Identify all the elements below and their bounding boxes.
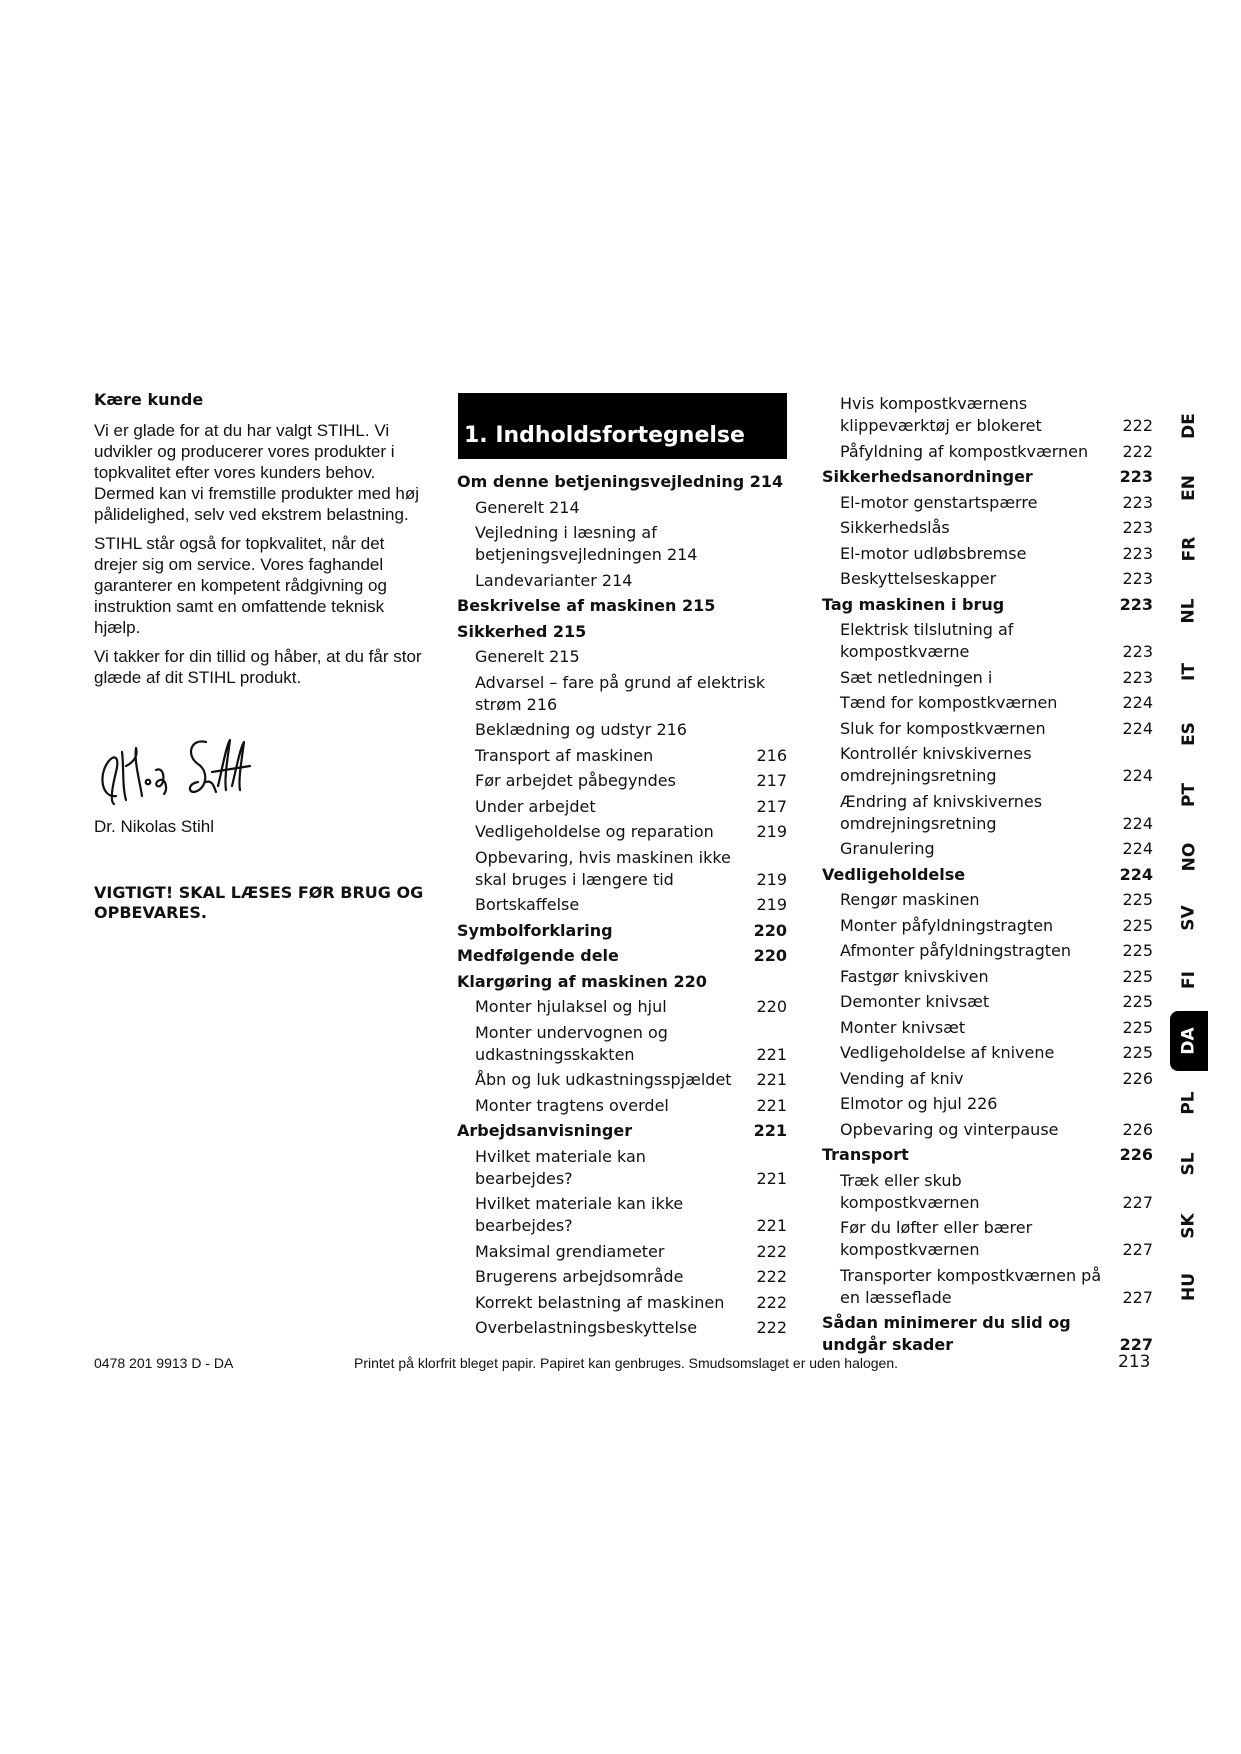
toc-entry-title: Hvilket materiale kan bearbejdes? — [475, 1146, 646, 1188]
toc-column-1 — [457, 471, 787, 1343]
toc-entry-title: Vedligeholdelse af knivene — [840, 1043, 1055, 1062]
language-tab-sv[interactable] — [1170, 888, 1208, 948]
toc-entry-title: Generelt 214 — [475, 497, 580, 517]
signature-image — [94, 726, 424, 808]
toc-entry-title: Beklædning og udstyr 216 — [475, 720, 687, 739]
language-tab-label: SL — [1178, 1152, 1199, 1176]
toc-entry-page: 221 — [756, 1168, 787, 1188]
language-tab-da[interactable] — [1170, 1011, 1208, 1071]
toc-entry[interactable] — [457, 621, 787, 643]
toc-entry-page: 219 — [756, 895, 787, 914]
letter-paragraph-2: STIHL står også for topkvalitet, når det drejer sig om service. Vores faghandel garanterer en kompetent rådgivning og instruktion samt en omfattende teknisk hjælp. — [94, 534, 387, 637]
toc-entry-page: 227 — [1122, 1192, 1153, 1212]
toc-entry[interactable] — [822, 940, 1153, 962]
toc-entry-title: Sæt netledningen i — [840, 667, 993, 687]
language-tab-label: PL — [1178, 1090, 1199, 1115]
language-tab-label: NL — [1179, 597, 1199, 624]
language-tab-label: FR — [1178, 536, 1199, 562]
toc-entry[interactable] — [457, 894, 787, 916]
toc-entry[interactable] — [822, 1119, 1153, 1141]
language-tab-label: NO — [1179, 842, 1199, 871]
language-tab-label: FI — [1178, 970, 1199, 989]
toc-entry[interactable] — [822, 594, 1153, 616]
toc-entry-page: 219 — [756, 822, 787, 841]
toc-entry-page: 225 — [1122, 915, 1153, 935]
toc-entry[interactable] — [457, 497, 787, 519]
toc-entry-title: Transport — [822, 1145, 909, 1164]
toc-entry-title: Generelt 215 — [475, 647, 580, 666]
toc-entry-page: 225 — [1122, 941, 1153, 960]
toc-entry-title: Monter knivsæt — [840, 1017, 966, 1037]
toc-entry-title: Hvilket materiale kan ikke bearbejdes? — [475, 1194, 684, 1235]
toc-entry-title: Sikkerhedsanordninger — [822, 467, 1033, 486]
toc-entry-page: 223 — [1122, 492, 1153, 512]
language-tab-pt[interactable] — [1170, 765, 1208, 825]
toc-entry-title: El-motor udløbsbremse — [840, 543, 1027, 563]
toc-entry-title: Monter tragtens overdel — [475, 1095, 669, 1115]
toc-entry-page: 227 — [1119, 1335, 1153, 1354]
toc-entry[interactable] — [457, 1193, 787, 1237]
toc-entry-title: Før du løfter eller bærer kompostkværnen — [840, 1218, 1033, 1259]
toc-entry[interactable] — [822, 718, 1153, 740]
toc-entry[interactable] — [822, 915, 1153, 937]
toc-entry[interactable] — [457, 971, 787, 993]
welcome-letter — [94, 389, 424, 923]
toc-entry-title: Korrekt belastning af maskinen — [475, 1292, 725, 1312]
toc-entry-title: Elmotor og hjul 226 — [840, 1094, 998, 1113]
toc-entry[interactable] — [822, 692, 1153, 714]
language-tab-it[interactable] — [1170, 642, 1208, 702]
toc-entry[interactable] — [457, 1292, 787, 1314]
toc-entry[interactable] — [822, 889, 1153, 911]
toc-entry-title: Transporter kompostkværnen på en læsseflade — [840, 1265, 1102, 1307]
toc-entry[interactable] — [457, 847, 787, 891]
toc-entry-page: 225 — [1122, 992, 1153, 1011]
toc-entry-page: 224 — [1122, 813, 1153, 833]
toc-entry[interactable] — [457, 796, 787, 818]
language-tab-label: EN — [1179, 474, 1199, 501]
toc-entry-page: 225 — [1122, 1043, 1153, 1062]
toc-entry[interactable] — [457, 996, 787, 1018]
toc-entry[interactable] — [822, 864, 1153, 886]
toc-entry-page: 223 — [1119, 467, 1153, 486]
toc-entry-title: Monter undervognen og udkastningsskakten — [475, 1022, 668, 1064]
toc-entry[interactable] — [822, 743, 1153, 787]
toc-entry-title: Overbelastningsbeskyttelse — [475, 1318, 698, 1337]
toc-entry-page: 222 — [1122, 441, 1153, 461]
language-tab-es[interactable] — [1170, 704, 1208, 764]
toc-entry-title: Vending af kniv — [840, 1068, 964, 1088]
language-tab-label: DE — [1178, 413, 1199, 439]
toc-entry[interactable] — [822, 568, 1153, 590]
toc-entry[interactable] — [822, 791, 1153, 835]
paper-note: Printet på klorfrit bleget papir. Papiret kan genbruges. Smudsomslaget er uden halogen. — [354, 1355, 898, 1371]
toc-entry-title: Monter påfyldningstragten — [840, 915, 1054, 935]
toc-entry[interactable] — [457, 920, 787, 942]
toc-entry-title: Opbevaring, hvis maskinen ikke skal bruges i længere tid — [475, 847, 731, 889]
toc-entry[interactable] — [822, 492, 1153, 514]
toc-entry-title: Ændring af knivskivernes omdrejningsretning — [840, 791, 1043, 833]
toc-entry[interactable] — [457, 1120, 787, 1142]
letter-paragraph-1: Vi er glade for at du har valgt STIHL. Vi udvikler og producerer vores produkter i topkvalitet efter vores kunders behov. Dermed kan vi fremstille produkter med høj pålidelighed, selv ved ekstrem belastning. — [94, 421, 420, 524]
toc-entry-page: 220 — [753, 920, 787, 940]
toc-entry-title: Sluk for kompostkværnen — [840, 718, 1046, 738]
toc-entry[interactable] — [457, 1241, 787, 1263]
toc-entry[interactable] — [457, 821, 787, 843]
language-tab-label: SK — [1178, 1212, 1199, 1239]
toc-entry-title: Åbn og luk udkastningsspjældet — [475, 1070, 732, 1089]
toc-entry-page: 223 — [1122, 543, 1153, 563]
toc-entry[interactable] — [822, 838, 1153, 860]
toc-entry-title: Vedligeholdelse — [822, 864, 966, 884]
language-tab-label: HU — [1178, 1272, 1199, 1302]
toc-entry-page: 222 — [756, 1318, 787, 1337]
toc-entry-page: 220 — [753, 946, 787, 965]
toc-entry-page: 224 — [1119, 864, 1153, 884]
toc-entry[interactable] — [822, 441, 1153, 463]
toc-entry[interactable] — [457, 1069, 787, 1091]
toc-entry-title: Bortskaffelse — [475, 895, 580, 914]
toc-entry-title: Sikkerhed 215 — [457, 621, 587, 641]
language-tab-no[interactable] — [1170, 827, 1208, 887]
toc-entry-title: Arbejdsanvisninger — [457, 1121, 633, 1140]
toc-entry-title: Klargøring af maskinen 220 — [457, 971, 707, 991]
language-tab-de[interactable] — [1170, 396, 1208, 456]
toc-entry[interactable] — [457, 719, 787, 741]
toc-entry-page: 224 — [1122, 693, 1153, 712]
toc-entry-title: Vedligeholdelse og reparation — [475, 822, 714, 841]
toc-entry-page: 226 — [1122, 1068, 1153, 1088]
toc-entry[interactable] — [457, 646, 787, 668]
signer-name: Dr. Nikolas Stihl — [94, 817, 214, 836]
toc-entry-title: Beskyttelseskapper — [840, 569, 997, 588]
letter-greeting: Kære kunde — [94, 390, 204, 409]
toc-entry-page: 226 — [1122, 1119, 1153, 1139]
toc-entry-page: 224 — [1122, 839, 1153, 858]
toc-entry[interactable] — [457, 595, 787, 617]
toc-entry-page: 223 — [1122, 642, 1153, 661]
toc-entry-page: 221 — [756, 1070, 787, 1089]
language-tab-label: ES — [1178, 721, 1199, 746]
important-warning: VIGTIGT! SKAL LÆSES FØR BRUG OG OPBEVARES. — [94, 883, 424, 922]
toc-entry-page: 225 — [1122, 1017, 1153, 1037]
toc-entry[interactable] — [822, 966, 1153, 988]
toc-entry[interactable] — [457, 672, 787, 716]
toc-entry[interactable] — [822, 619, 1153, 663]
toc-entry-title: Før arbejdet påbegyndes — [475, 771, 676, 790]
toc-entry[interactable] — [822, 667, 1153, 689]
toc-entry-title: Tænd for kompostkværnen — [840, 693, 1058, 712]
toc-entry[interactable] — [822, 1042, 1153, 1064]
toc-entry-title: Kontrollér knivskivernes omdrejningsretning — [840, 744, 1032, 785]
toc-entry[interactable] — [457, 1146, 787, 1190]
language-tab-sl[interactable] — [1170, 1134, 1208, 1194]
toc-entry-title: Symbolforklaring — [457, 920, 613, 940]
toc-entry-page: 227 — [1122, 1240, 1153, 1259]
toc-entry-title: Påfyldning af kompostkværnen — [840, 441, 1089, 461]
toc-entry-page: 222 — [1122, 416, 1153, 435]
toc-entry[interactable] — [822, 466, 1153, 488]
toc-entry-title: Maksimal grendiameter — [475, 1241, 665, 1261]
toc-entry-title: Beskrivelse af maskinen 215 — [457, 596, 716, 615]
toc-entry-page: 217 — [756, 771, 787, 790]
toc-entry-title: Under arbejdet — [475, 796, 596, 816]
toc-entry-page: 223 — [1122, 518, 1153, 537]
toc-entry[interactable] — [822, 1093, 1153, 1115]
toc-entry-page: 223 — [1122, 569, 1153, 588]
toc-entry-page: 221 — [753, 1121, 787, 1140]
toc-entry[interactable] — [457, 945, 787, 967]
toc-entry-title: Afmonter påfyldningstragten — [840, 941, 1071, 960]
toc-entry-title: Sikkerhedslås — [840, 518, 950, 537]
toc-entry-page: 222 — [756, 1292, 787, 1312]
toc-entry-title: Sådan minimerer du slid og undgår skader — [822, 1313, 1071, 1354]
toc-entry-title: Tag maskinen i brug — [822, 594, 1005, 614]
toc-entry-title: Fastgør knivskiven — [840, 966, 989, 986]
toc-entry-title: Granulering — [840, 839, 935, 858]
toc-entry-title: El-motor genstartspærre — [840, 492, 1038, 512]
toc-entry-title: Monter hjulaksel og hjul — [475, 997, 667, 1016]
letter-paragraph-3: Vi takker for din tillid og håber, at du får stor glæde af dit STIHL produkt. — [94, 647, 422, 687]
toc-entry-page: 217 — [756, 796, 787, 816]
toc-entry-title: Træk eller skub kompostkværnen — [840, 1170, 980, 1212]
toc-entry-page: 222 — [756, 1241, 787, 1261]
language-tab-label: SV — [1179, 905, 1199, 931]
toc-entry-page: 222 — [756, 1267, 787, 1286]
toc-entry[interactable] — [822, 1144, 1153, 1166]
toc-column-2 — [822, 393, 1153, 1360]
toc-entry-page: 219 — [756, 869, 787, 889]
toc-entry[interactable] — [457, 1022, 787, 1066]
toc-entry[interactable] — [457, 770, 787, 792]
page-number: 213 — [1118, 1352, 1151, 1372]
toc-entry[interactable] — [457, 570, 787, 592]
toc-entry-title: Landevarianter 214 — [475, 570, 633, 590]
language-tab-nl[interactable] — [1170, 581, 1208, 641]
toc-entry-title: Hvis kompostkværnens klippeværktøj er blokeret — [840, 394, 1042, 435]
toc-entry-page: 224 — [1122, 766, 1153, 785]
toc-entry[interactable] — [822, 517, 1153, 539]
toc-entry-title: Transport af maskinen — [475, 745, 654, 765]
toc-entry[interactable] — [822, 1217, 1153, 1261]
language-tab-sk[interactable] — [1170, 1196, 1208, 1256]
toc-entry[interactable] — [822, 991, 1153, 1013]
language-tab-pl[interactable] — [1170, 1073, 1208, 1133]
toc-heading: 1. Indholdsfortegnelse — [458, 393, 787, 459]
toc-entry-page: 221 — [756, 1216, 787, 1235]
toc-entry-page: 220 — [756, 997, 787, 1016]
language-tab-en[interactable] — [1170, 458, 1208, 518]
toc-entry[interactable] — [822, 1312, 1153, 1356]
toc-entry-page: 223 — [1122, 667, 1153, 687]
toc-entry[interactable] — [457, 1095, 787, 1117]
toc-entry-page: 216 — [756, 745, 787, 765]
toc-entry[interactable] — [457, 745, 787, 767]
toc-entry-page: 225 — [1122, 890, 1153, 909]
toc-entry[interactable] — [457, 471, 787, 493]
toc-entry[interactable] — [822, 543, 1153, 565]
toc-entry-title: Advarsel – fare på grund af elektrisk strøm 216 — [475, 672, 766, 714]
toc-entry-page: 227 — [1122, 1287, 1153, 1307]
toc-entry-title: Rengør maskinen — [840, 890, 980, 909]
toc-entry[interactable] — [457, 1266, 787, 1288]
toc-entry-title: Brugerens arbejdsområde — [475, 1267, 684, 1286]
toc-entry[interactable] — [822, 1017, 1153, 1039]
document-code: 0478 201 9913 D - DA — [94, 1355, 234, 1371]
toc-entry[interactable] — [457, 1317, 787, 1339]
toc-entry-title: Demonter knivsæt — [840, 992, 990, 1011]
language-tab-label: IT — [1178, 663, 1199, 681]
toc-entry[interactable] — [822, 1068, 1153, 1090]
language-tab-label: PT — [1179, 782, 1199, 808]
language-tab-hu[interactable] — [1170, 1257, 1208, 1317]
toc-entry-page: 226 — [1119, 1145, 1153, 1164]
toc-entry[interactable] — [822, 1265, 1153, 1309]
language-tab-fi[interactable] — [1170, 950, 1208, 1010]
toc-entry[interactable] — [822, 393, 1153, 437]
toc-entry-page: 223 — [1119, 594, 1153, 614]
toc-entry-page: 224 — [1122, 718, 1153, 738]
toc-entry-title: Om denne betjeningsvejledning 214 — [457, 472, 784, 491]
toc-entry-title: Medfølgende dele — [457, 946, 619, 965]
language-tab-label: DA — [1179, 1027, 1199, 1055]
toc-entry-title: Elektrisk tilslutning af kompostkværne — [840, 620, 1014, 661]
toc-entry-page: 225 — [1122, 966, 1153, 986]
toc-entry-title: Opbevaring og vinterpause — [840, 1119, 1059, 1139]
toc-entry[interactable] — [457, 522, 787, 566]
toc-entry[interactable] — [822, 1170, 1153, 1214]
language-tab-fr[interactable] — [1170, 519, 1208, 579]
toc-entry-page: 221 — [756, 1095, 787, 1115]
toc-entry-page: 221 — [756, 1044, 787, 1064]
toc-entry-title: Vejledning i læsning af betjeningsvejledningen 214 — [475, 523, 698, 564]
